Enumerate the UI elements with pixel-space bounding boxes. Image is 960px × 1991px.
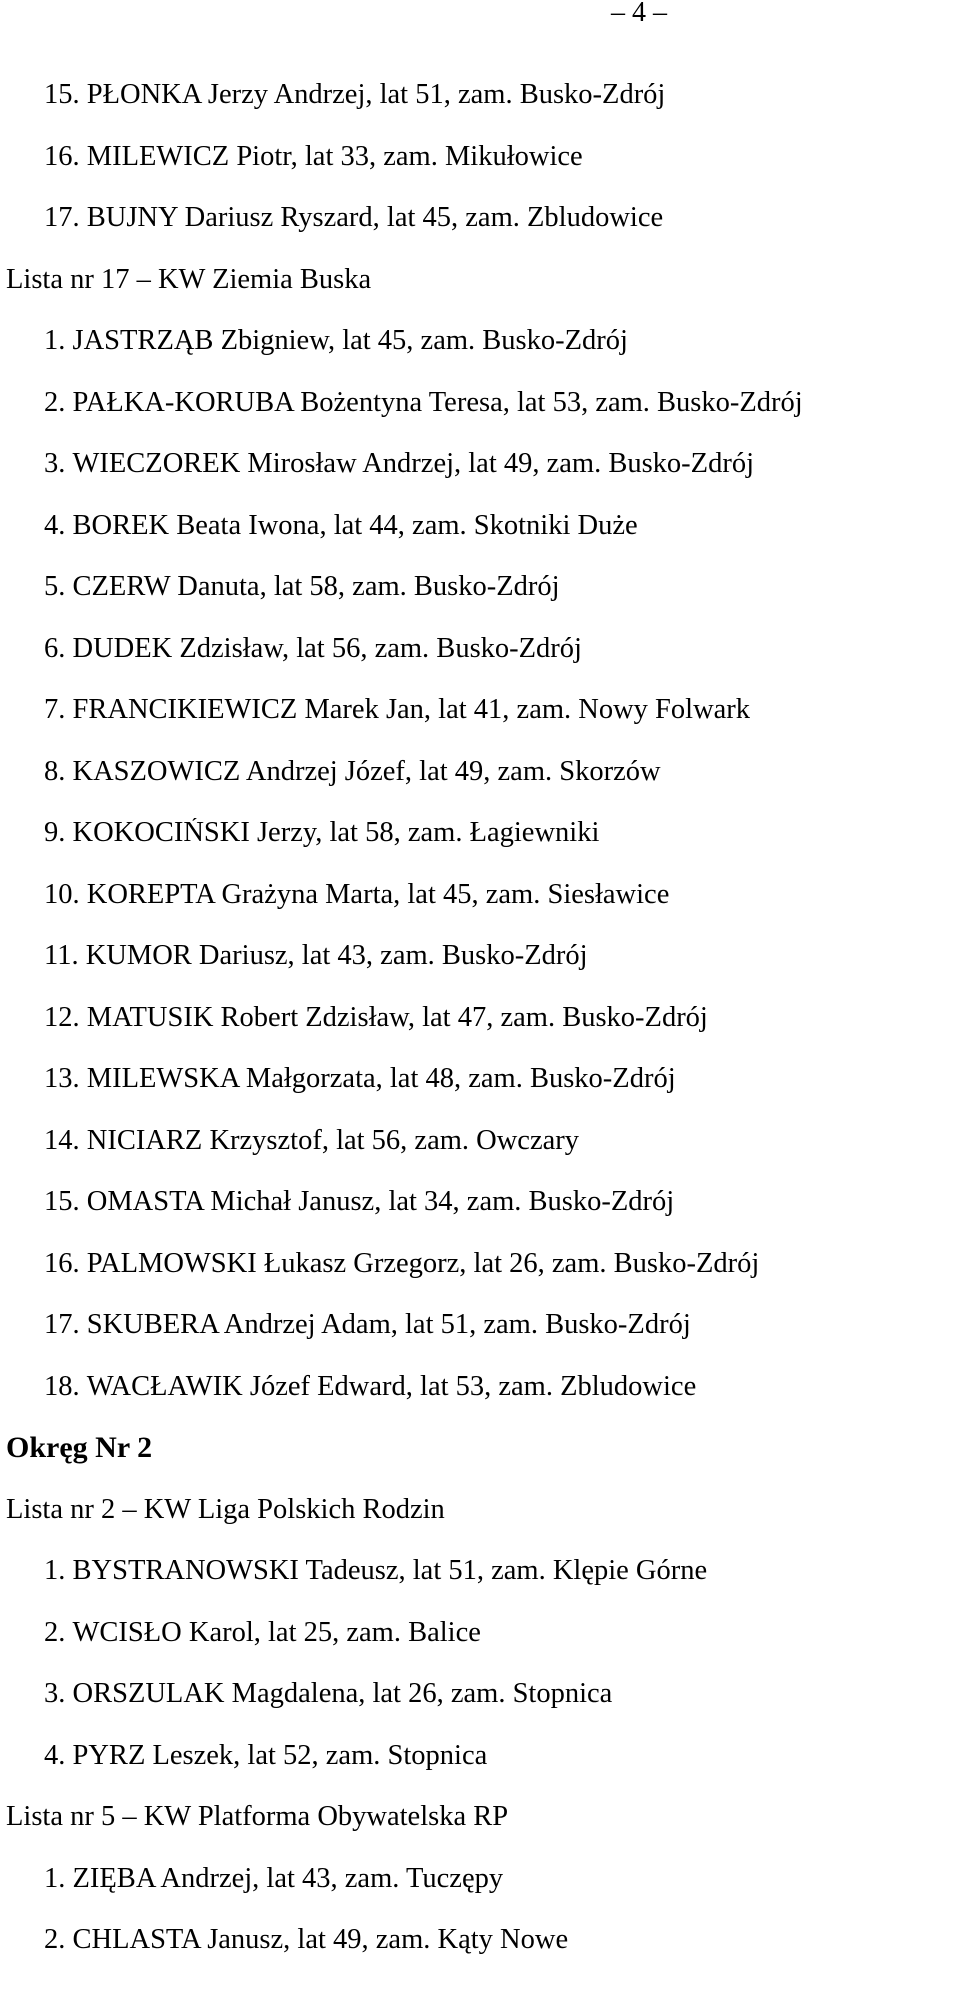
candidate-number: 17. [44, 203, 80, 233]
candidate-text: DUDEK Zdzisław, lat 56, zam. Busko-Zdrój [72, 633, 582, 664]
candidate-text: JASTRZĄB Zbigniew, lat 45, zam. Busko-Zdrój [72, 326, 628, 356]
page-number: – 4 – [611, 0, 667, 28]
candidate-text: FRANCIKIEWICZ Marek Jan, lat 41, zam. Nowy Folwark [72, 695, 751, 725]
candidate-number: 4. [44, 510, 66, 541]
candidate-entry [0, 757, 960, 819]
candidate-text: MILEWSKA Małgorzata, lat 48, zam. Busko-Zdrój [86, 1064, 676, 1094]
candidate-entry [0, 818, 960, 880]
candidate-text: WIECZOREK Mirosław Andrzej, lat 49, zam. Busko-Zdrój [72, 449, 754, 479]
candidate-number: 2. [44, 1617, 66, 1648]
candidate-text: BOREK Beata Iwona, lat 44, zam. Skotniki Duże [72, 510, 638, 541]
candidate-entry [0, 941, 960, 1003]
candidate-entry [0, 1064, 960, 1126]
candidate-entry [0, 388, 960, 450]
candidate-number: 15. [44, 1187, 80, 1217]
candidate-entry [0, 1679, 960, 1741]
candidate-number: 3. [44, 449, 66, 479]
candidate-entry [0, 572, 960, 634]
candidate-text: SKUBERA Andrzej Adam, lat 51, zam. Busko-Zdrój [86, 1310, 691, 1340]
list-heading: Lista nr 17 – KW Ziemia Buska [6, 264, 372, 295]
candidate-text: KOKOCIŃSKI Jerzy, lat 58, zam. Łagiewniki [72, 818, 600, 848]
candidate-entry [0, 1003, 960, 1065]
candidate-entry [0, 1556, 960, 1618]
candidate-text: KASZOWICZ Andrzej Józef, lat 49, zam. Skorzów [72, 756, 661, 787]
candidate-text: OMASTA Michał Janusz, lat 34, zam. Busko-Zdrój [86, 1187, 675, 1217]
candidate-number: 5. [44, 572, 66, 602]
candidate-number: 13. [44, 1064, 80, 1094]
candidate-number: 6. [44, 633, 66, 664]
candidate-text: KUMOR Dariusz, lat 43, zam. Busko-Zdrój [85, 941, 588, 971]
candidate-entry [0, 80, 960, 142]
candidate-number: 1. [44, 1556, 66, 1586]
candidate-number: 17. [44, 1310, 80, 1340]
candidate-text: PYRZ Leszek, lat 52, zam. Stopnica [72, 1740, 488, 1771]
candidate-text: PALMOWSKI Łukasz Grzegorz, lat 26, zam. Busko-Zdrój [86, 1248, 760, 1279]
candidate-number: 3. [44, 1679, 66, 1709]
candidate-text: PAŁKA-KORUBA Bożentyna Teresa, lat 53, zam. Busko-Zdrój [72, 387, 803, 418]
candidate-text: CZERW Danuta, lat 58, zam. Busko-Zdrój [72, 572, 560, 602]
candidate-entry [0, 1925, 960, 1987]
candidate-number: 9. [44, 818, 66, 848]
candidate-entry [0, 695, 960, 757]
candidate-entry [0, 511, 960, 573]
candidate-entry [0, 326, 960, 388]
candidate-number: 15. [44, 80, 80, 110]
candidate-entry [0, 203, 960, 265]
candidate-entry [0, 1618, 960, 1680]
candidate-lists [0, 80, 960, 1987]
candidate-entry [0, 1741, 960, 1803]
candidate-text: NICIARZ Krzysztof, lat 56, zam. Owczary [86, 1125, 580, 1156]
candidate-text: BYSTRANOWSKI Tadeusz, lat 51, zam. Klępie Górne [72, 1556, 708, 1586]
candidate-entry [0, 142, 960, 204]
candidate-text: BUJNY Dariusz Ryszard, lat 45, zam. Zbludowice [86, 203, 664, 233]
candidate-entry [0, 1126, 960, 1188]
candidate-number: 2. [44, 387, 66, 418]
candidate-entry [0, 1249, 960, 1311]
candidate-entry [0, 1310, 960, 1372]
candidate-number: 14. [44, 1125, 80, 1156]
candidate-number: 12. [44, 1002, 80, 1033]
candidate-text: MILEWICZ Piotr, lat 33, zam. Mikułowice [86, 141, 583, 172]
candidate-number: 7. [44, 695, 66, 725]
candidate-text: CHLASTA Janusz, lat 49, zam. Kąty Nowe [72, 1925, 569, 1955]
candidate-text: MATUSIK Robert Zdzisław, lat 47, zam. Busko-Zdrój [86, 1002, 708, 1033]
candidate-number: 2. [44, 1925, 66, 1955]
candidate-number: 11. [44, 941, 79, 971]
candidate-number: 1. [44, 326, 66, 356]
list-heading: Lista nr 2 – KW Liga Polskich Rodzin [6, 1494, 445, 1525]
candidate-number: 16. [44, 1248, 80, 1279]
candidate-number: 8. [44, 756, 66, 787]
candidate-number: 16. [44, 141, 80, 172]
candidate-entry [0, 634, 960, 696]
candidate-text: KOREPTA Grażyna Marta, lat 45, zam. Siesławice [86, 879, 670, 910]
candidate-text: ZIĘBA Andrzej, lat 43, zam. Tuczępy [72, 1863, 504, 1894]
candidate-text: WCISŁO Karol, lat 25, zam. Balice [72, 1617, 481, 1648]
candidate-number: 18. [44, 1371, 80, 1402]
candidate-text: ORSZULAK Magdalena, lat 26, zam. Stopnica [72, 1679, 613, 1709]
candidate-entry [0, 1864, 960, 1926]
candidate-number: 1. [44, 1863, 66, 1894]
candidate-number: 10. [44, 879, 80, 910]
district-heading: Okręg Nr 2 [6, 1433, 153, 1464]
candidate-entry [0, 1372, 960, 1434]
candidate-number: 4. [44, 1740, 66, 1771]
candidate-text: PŁONKA Jerzy Andrzej, lat 51, zam. Busko-Zdrój [86, 80, 666, 110]
list-heading: Lista nr 5 – KW Platforma Obywatelska RP [6, 1802, 509, 1832]
candidate-text: WACŁAWIK Józef Edward, lat 53, zam. Zbludowice [86, 1371, 697, 1402]
candidate-entry [0, 1187, 960, 1249]
candidate-entry [0, 880, 960, 942]
candidate-entry [0, 449, 960, 511]
